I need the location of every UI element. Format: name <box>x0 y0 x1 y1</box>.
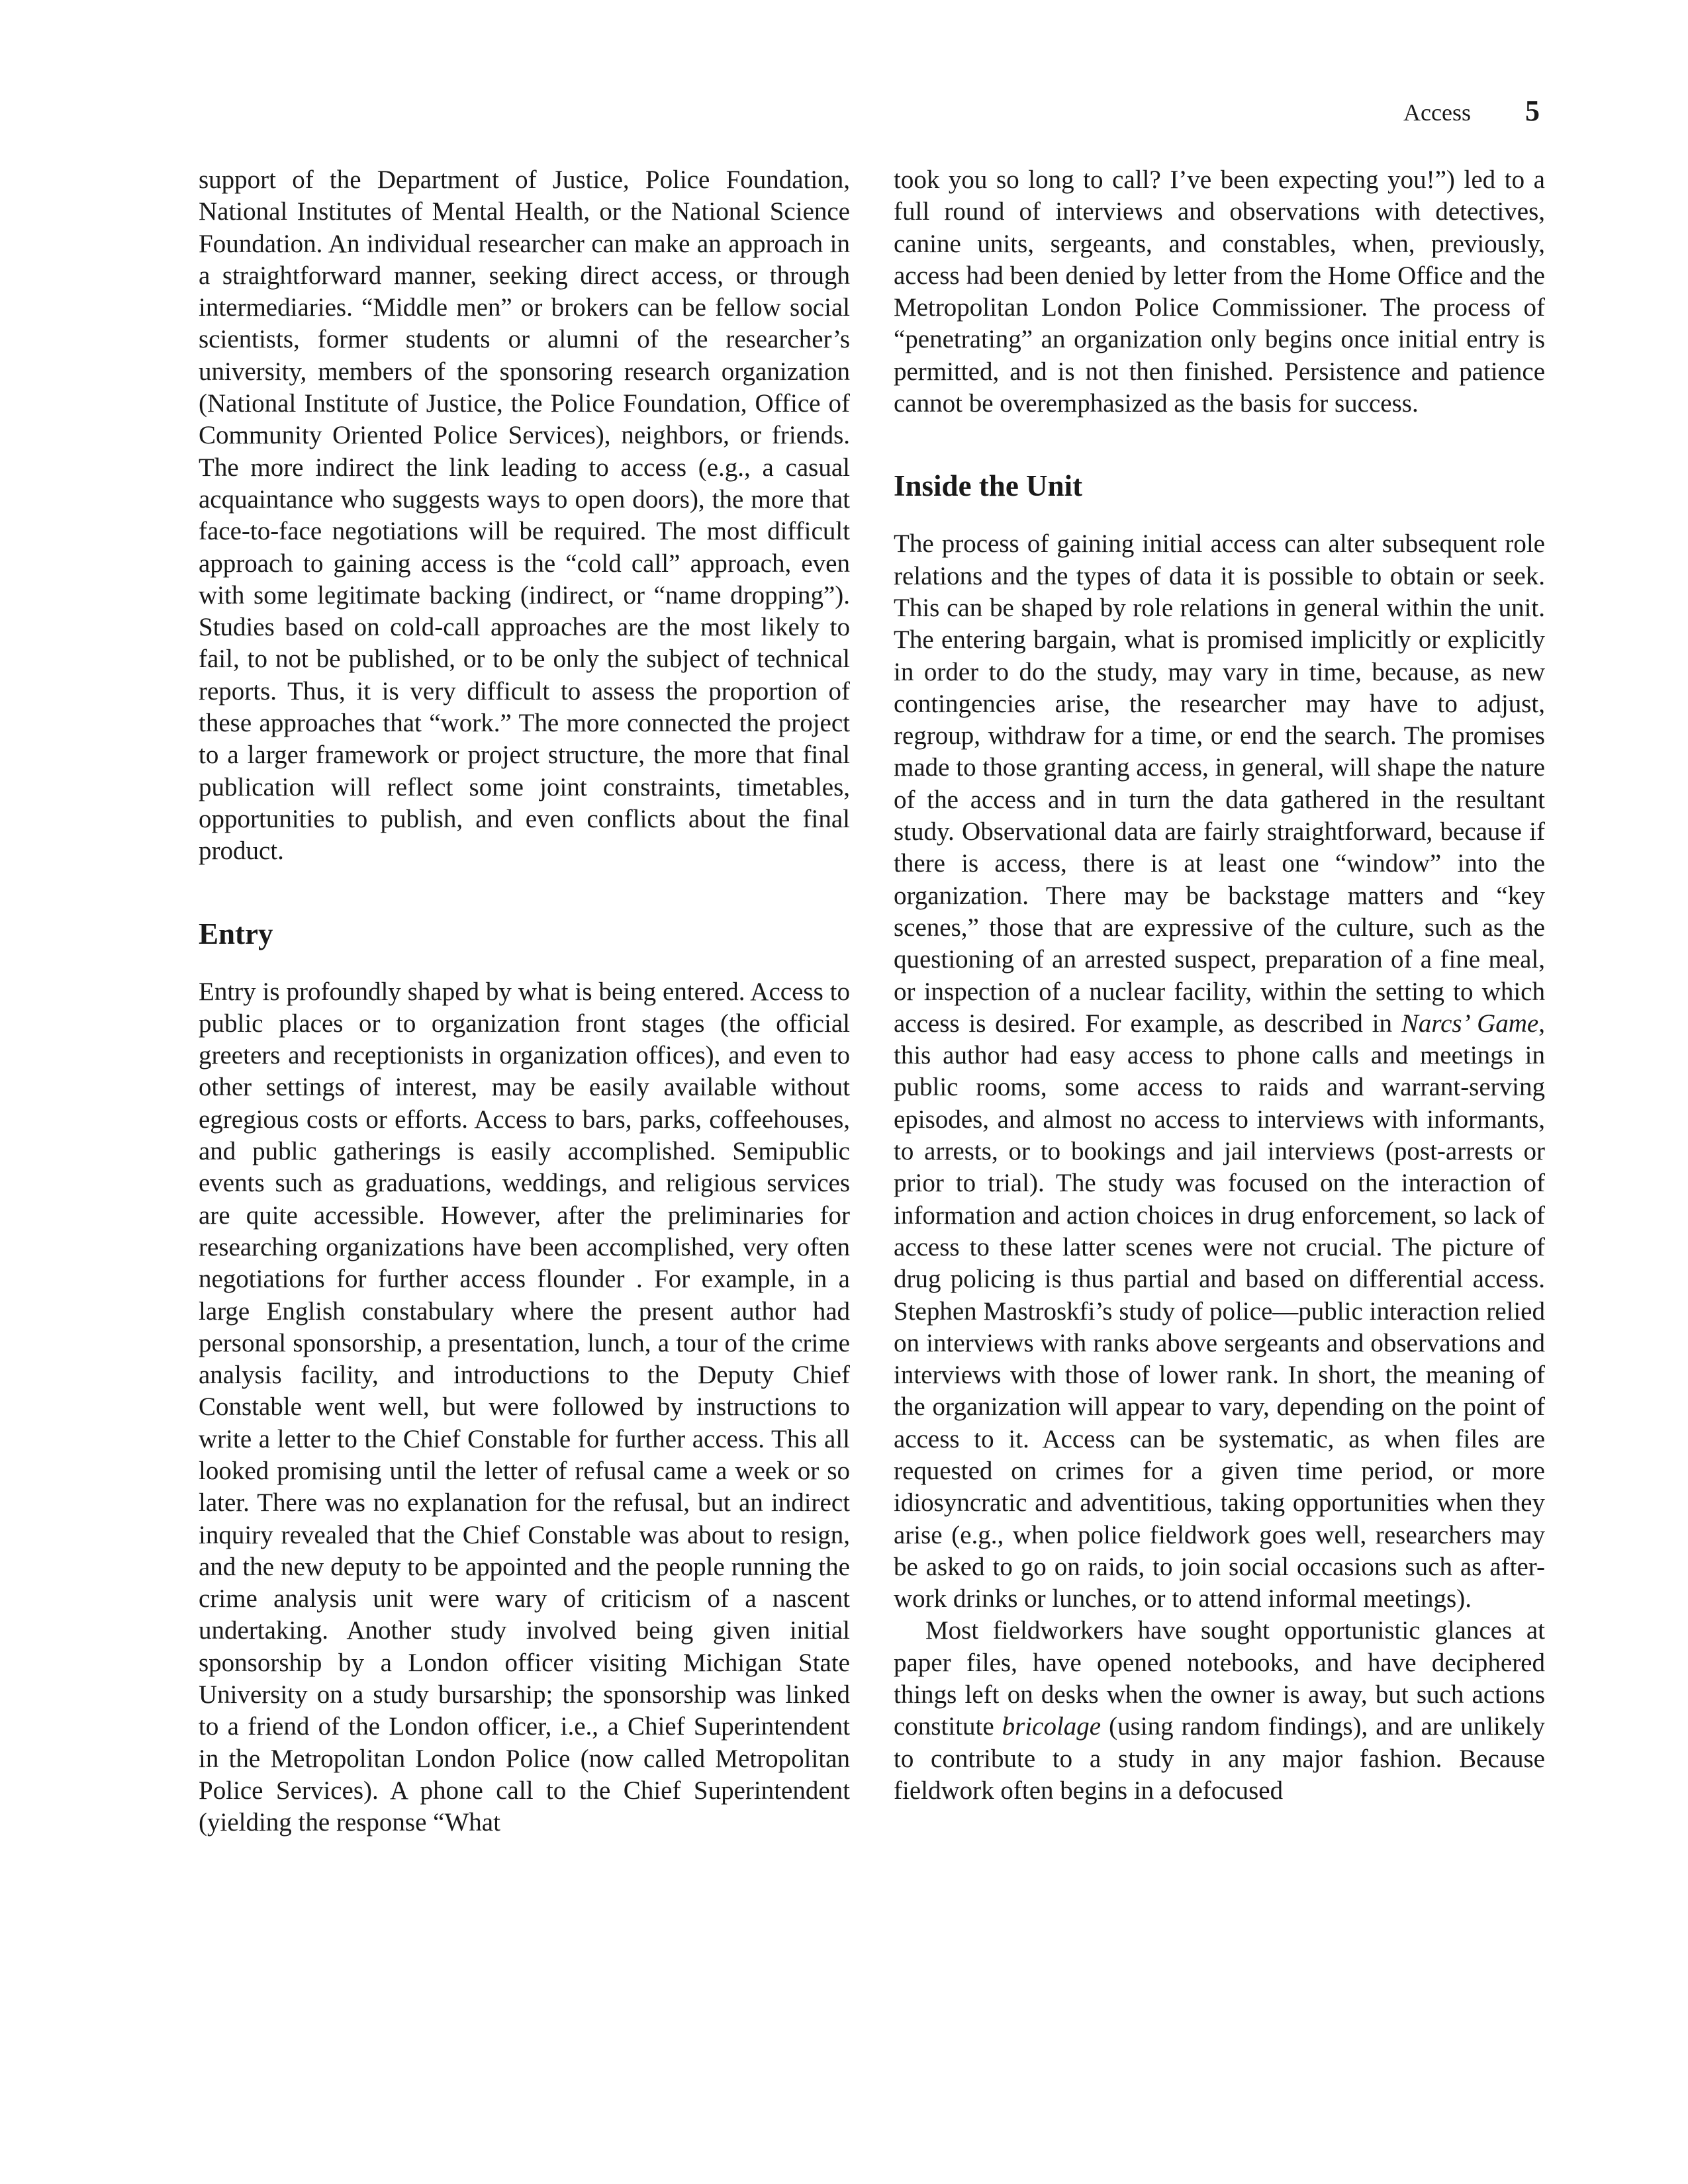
page-number: 5 <box>1525 95 1540 127</box>
left-column <box>199 164 850 1839</box>
paragraph: took you so long to call? I’ve been expecting you!”) led to a full round of interviews and observations with detectives, canine units, sergeants, and constables, when, previously, access had been denied by letter from the Home Office and the Metropolitan London Police Commissioner. The process of “penetrating” an organization only begins once initial entry is permitted, and is not then finished. Persistence and patience cannot be overemphasized as the basis for success. <box>894 165 1545 418</box>
paragraph: Entry is profoundly shaped by what is being entered. Access to public places or to organization front stages (the official greeters and receptionists in organization offices), and even to other settings of interest, may be easily available without egregious costs or efforts. Access to bars, parks, coffeehouses, and public gatherings is easily accomplished. Semipublic events such as graduations, weddings, and religious services are quite accessible. However, after the preliminaries for researching organizations have been accomplished, very often negotiations for further access flounder . For example, in a large English constabulary where the present author had personal sponsorship, a presentation, lunch, a tour of the crime analysis facility, and introductions to the Deputy Chief Constable went well, but were followed by instructions to write a letter to the Chief Constable for further access. This all looked promising until the letter of refusal came a week or so later. There was no explanation for the refusal, but an indirect inquiry revealed that the Chief Constable was about to resign, and the new deputy to be appointed and the people running the crime analysis unit were wary of criticism of a nascent undertaking. Another study involved being given initial sponsorship by a London officer visiting Michigan State University on a study bursarship; the sponsorship was linked to a friend of the London officer, i.e., a Chief Superintendent in the Metropolitan London Police (now called Metropolitan Police Services). A phone call to the Chief Superintendent (yielding the response “What <box>199 977 850 1837</box>
section-heading-entry: Entry <box>199 917 273 950</box>
paragraph <box>894 1615 1545 1807</box>
text-run: , this author had easy access to phone calls and meetings in public rooms, some access to raids and warrant-serving episodes, and almost no access to interviews with informants, to arrests, or to bookings and jail interviews (post-arrests or prior to trial). The study was focused on the interaction of information and action choices in drug enforcement, so lack of access to these latter scenes were not crucial. The picture of drug policing is thus partial and based on differential access. Stephen Mastroskfi’s study of police—public interaction relied on interviews with ranks above sergeants and observations and interviews with those of lower rank. In short, the meaning of the organization will appear to vary, depending on the point of access to it. Access can be systematic, as when files are requested on crimes for a given time period, or more idiosyncratic and adventitious, taking opportunities when they arise (e.g., when police fieldwork goes well, researchers may be asked to go on raids, to join social occasions such as after-work drinks or lunches, or to attend informal meetings). <box>894 1009 1545 1614</box>
paragraph: support of the Department of Justice, Police Foundation, National Institutes of Mental Health, or the National Science Foundation. An individual researcher can make an approach in a straightforward manner, seeking direct access, or through intermediaries. “Middle men” or brokers can be fellow social scientists, former students or alumni of the researcher’s university, members of the sponsoring research organization (National Institute of Justice, the Police Foundation, Office of Community Oriented Police Services), neighbors, or friends. The more indirect the link leading to access (e.g., a casual acquaintance who suggests ways to open doors), the more that face-to-face negotiations will be required. The most difficult approach to gaining access is the “cold call” approach, even with some legitimate backing (indirect, or “name dropping”). Studies based on cold-call approaches are the most likely to fail, to not be published, or to be only the subject of technical reports. Thus, it is very difficult to assess the proportion of these approaches that “work.” The more connected the project to a larger framework or project structure, the more that final publication will reflect some joint constraints, timetables, opportunities to publish, and even conflicts about the final product. <box>199 165 850 866</box>
book-title: Narcs’ Game <box>1401 1009 1539 1038</box>
text-run: (using random findings), and are unlikely to contribute to a study in any major fashion. Because fieldwork often begins in a defocused <box>894 1712 1545 1805</box>
section-heading-inside-the-unit: Inside the Unit <box>894 469 1083 503</box>
text-run: The process of gaining initial access can alter subsequent role relations and the types of data it is possible to obtain or seek. This can be shaped by role relations in general within the unit. The entering bargain, what is promised implicitly or explicitly in order to do the study, may vary in time, because, as new contingencies arise, the researcher may have to adjust, regroup, withdraw for a time, or end the search. The promises made to those granting access, in general, will shape the nature of the access and in turn the data gathered in the resultant study. Observational data are fairly straightforward, because if there is access, there is at least one “window” into the organization. There may be backstage matters and “key scenes,” those that are expressive of the culture, such as the questioning of an arrested suspect, preparation of a fine meal, or inspection of a nuclear facility, within the setting to which access is desired. For example, as described in <box>894 529 1545 1038</box>
right-column <box>894 164 1545 1807</box>
paragraph <box>894 528 1545 1615</box>
italic-term: bricolage <box>1002 1712 1102 1741</box>
text-run: Most fieldworkers have sought opportunistic glances at paper files, have opened notebooks, and have deciphered things left on desks when the owner is away, but such actions constitute <box>894 1616 1545 1741</box>
running-head-title: Access <box>1403 99 1471 126</box>
running-head <box>1403 94 1540 128</box>
